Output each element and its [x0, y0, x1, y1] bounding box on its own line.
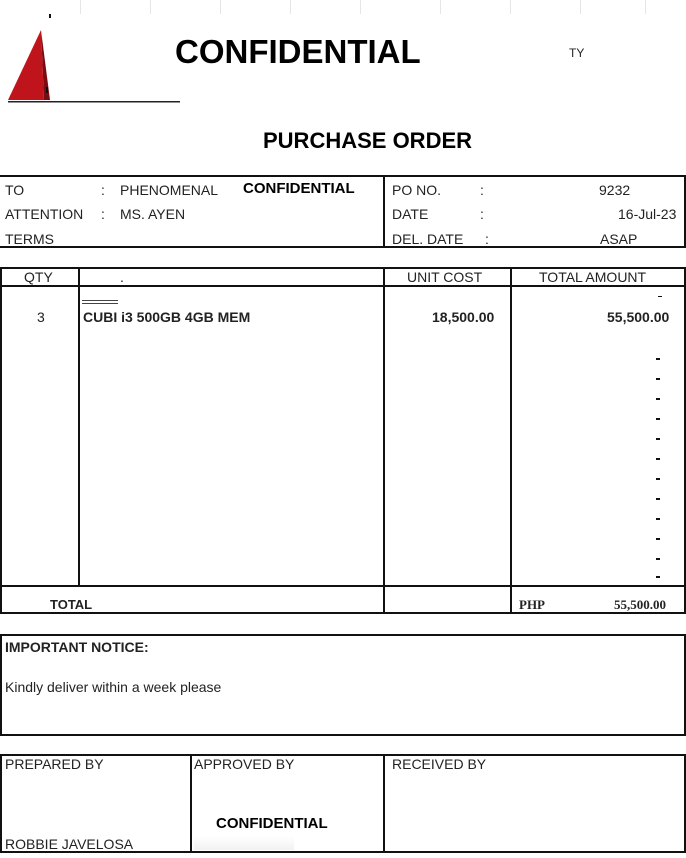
- po-label: PO NO.: [392, 182, 442, 198]
- date-value: 16-Jul-23: [618, 206, 677, 222]
- approved-by-label: APPROVED BY: [194, 756, 295, 772]
- row-qty: 3: [37, 309, 45, 325]
- terms-label: TERMS: [5, 231, 54, 247]
- col-header-qty: QTY: [24, 269, 53, 285]
- page-title: PURCHASE ORDER: [263, 128, 473, 153]
- to-colon: :: [101, 182, 105, 198]
- del-date-value: ASAP: [600, 231, 638, 247]
- grand-total: 55,500.00: [614, 597, 666, 612]
- del-date-colon: :: [485, 231, 489, 247]
- confidential-mark: CONFIDENTIAL: [175, 33, 421, 70]
- row-total: 55,500.00: [607, 309, 670, 325]
- notice-heading: IMPORTANT NOTICE:: [5, 639, 149, 655]
- approved-by-redaction-mark: CONFIDENTIAL: [216, 815, 328, 832]
- total-currency: PHP: [519, 597, 545, 612]
- col-header-description: .: [120, 269, 124, 285]
- received-by-label: RECEIVED BY: [392, 756, 487, 772]
- attention-label: ATTENTION: [5, 206, 84, 222]
- notice-text: Kindly deliver within a week please: [5, 679, 222, 695]
- to-value: PHENOMENAL: [120, 182, 219, 198]
- header-corner-text: TY: [569, 46, 585, 60]
- date-colon: :: [480, 206, 484, 222]
- prepared-by-label: PREPARED BY: [5, 756, 104, 772]
- approved-by-obscured-name: [194, 836, 294, 850]
- total-label: TOTAL: [50, 597, 93, 612]
- attention-colon: :: [101, 206, 105, 222]
- to-label: TO: [5, 182, 25, 198]
- company-logo: [8, 12, 183, 107]
- to-redaction-mark: CONFIDENTIAL: [243, 180, 355, 197]
- prepared-by-name: ROBBIE JAVELOSA: [5, 836, 134, 852]
- date-label: DATE: [392, 206, 429, 222]
- col-header-total-amount: TOTAL AMOUNT: [539, 269, 647, 285]
- col-header-unit-cost: UNIT COST: [407, 269, 483, 285]
- del-date-label: DEL. DATE: [392, 231, 464, 247]
- row-unit-cost: 18,500.00: [432, 309, 495, 325]
- po-value: 9232: [599, 182, 631, 198]
- po-colon: :: [480, 182, 484, 198]
- row-description: CUBI i3 500GB 4GB MEM: [83, 309, 251, 325]
- attention-value: MS. AYEN: [120, 206, 186, 222]
